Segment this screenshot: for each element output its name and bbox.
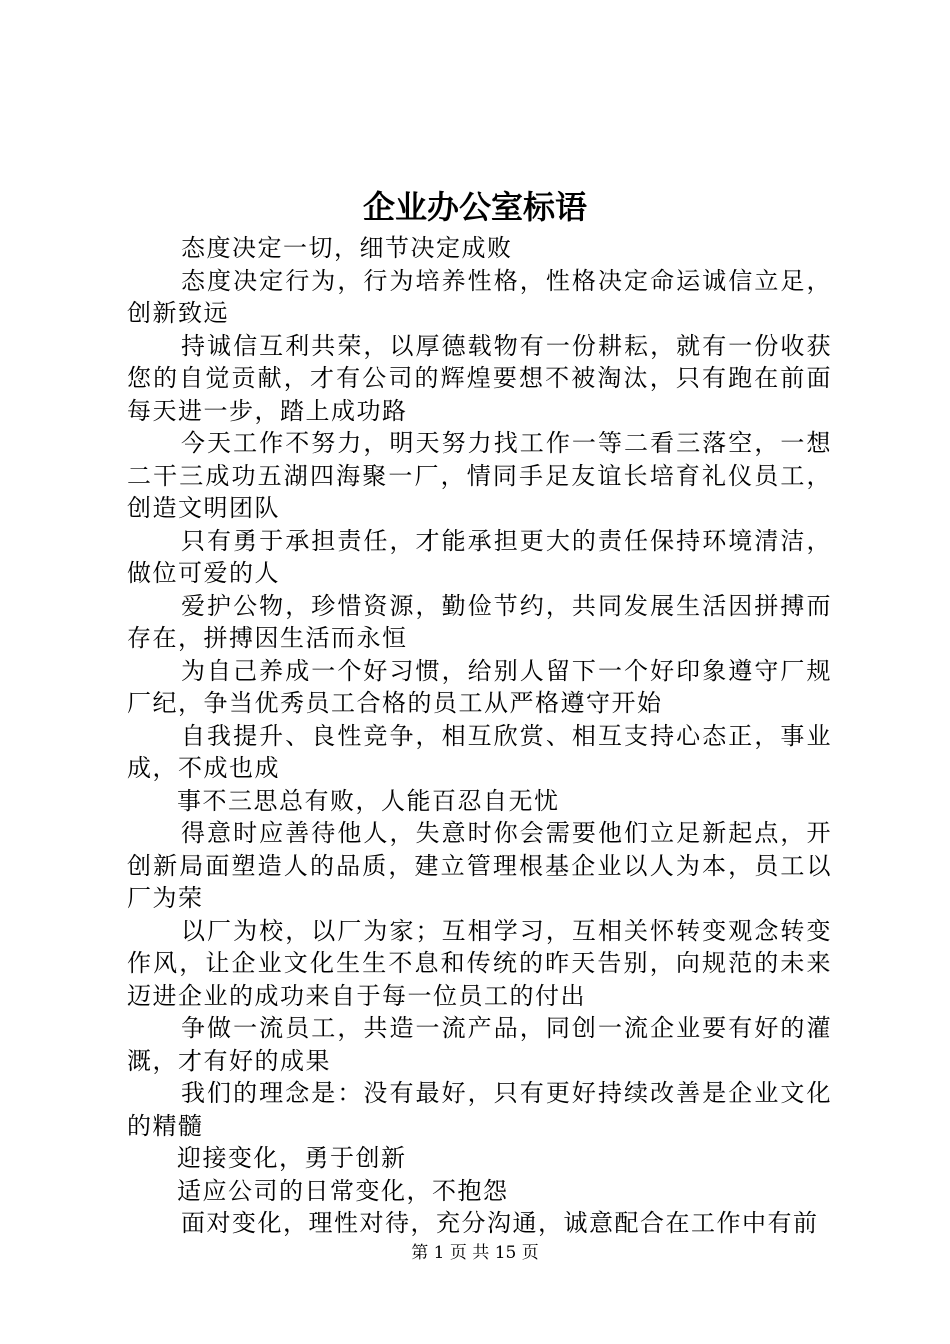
paragraph: 面对变化，理性对待，充分沟通，诚意配合在工作中有前 (181, 1209, 819, 1237)
document-body (127, 232, 832, 1240)
paragraph: 为自己养成一个好习惯，给别人留下一个好印象遵守厂规厂纪，争当优秀员工合格的员工从严格遵守开始 (127, 656, 832, 717)
paragraph: 以厂为校，以厂为家；互相学习，互相关怀转变观念转变作风，让企业文化生生不息和传统的昨天告别，向规范的未来迈进企业的成功来自于每一位员工的付出 (127, 916, 832, 1010)
document-title: 企业办公室标语 (362, 188, 587, 226)
paragraph: 得意时应善待他人，失意时你会需要他们立足新起点，开创新局面塑造人的品质，建立管理根基企业以人为本，员工以厂为荣 (127, 819, 832, 912)
paragraph: 我们的理念是：没有最好，只有更好持续改善是企业文化的精髓 (127, 1079, 832, 1140)
paragraph: 今天工作不努力，明天努力找工作一等二看三落空，一想二干三成功五湖四海聚一厂，情同手足友谊长培育礼仪员工，创造文明团队 (127, 429, 832, 522)
paragraph: 爱护公物，珍惜资源，勤俭节约，共同发展生活因拼搏而存在，拼搏因生活而永恒 (127, 591, 832, 652)
paragraph: 自我提升、良性竞争，相互欣赏、相互支持心态正，事业成，不成也成 (127, 721, 832, 782)
paragraph: 事不三思总有败，人能百忍自无忧 (177, 786, 560, 815)
paragraph: 态度决定一切，细节决定成败 (181, 234, 513, 262)
paragraph: 持诚信互利共荣，以厚德载物有一份耕耘，就有一份收获您的自觉贡献，才有公司的辉煌要想不被淘汰，只有跑在前面每天进一步，踏上成功路 (127, 331, 832, 425)
page-number-footer: 第 1 页 共 15 页 (411, 1243, 539, 1263)
paragraph: 态度决定行为，行为培养性格，性格决定命运诚信立足，创新致远 (127, 266, 832, 327)
paragraph: 只有勇于承担责任，才能承担更大的责任保持环境清洁，做位可爱的人 (127, 526, 832, 587)
paragraph: 争做一流员工，共造一流产品，同创一流企业要有好的灌溉，才有好的成果 (127, 1014, 832, 1075)
paragraph: 迎接变化，勇于创新 (177, 1144, 407, 1172)
paragraph: 适应公司的日常变化，不抱怨 (177, 1176, 509, 1205)
